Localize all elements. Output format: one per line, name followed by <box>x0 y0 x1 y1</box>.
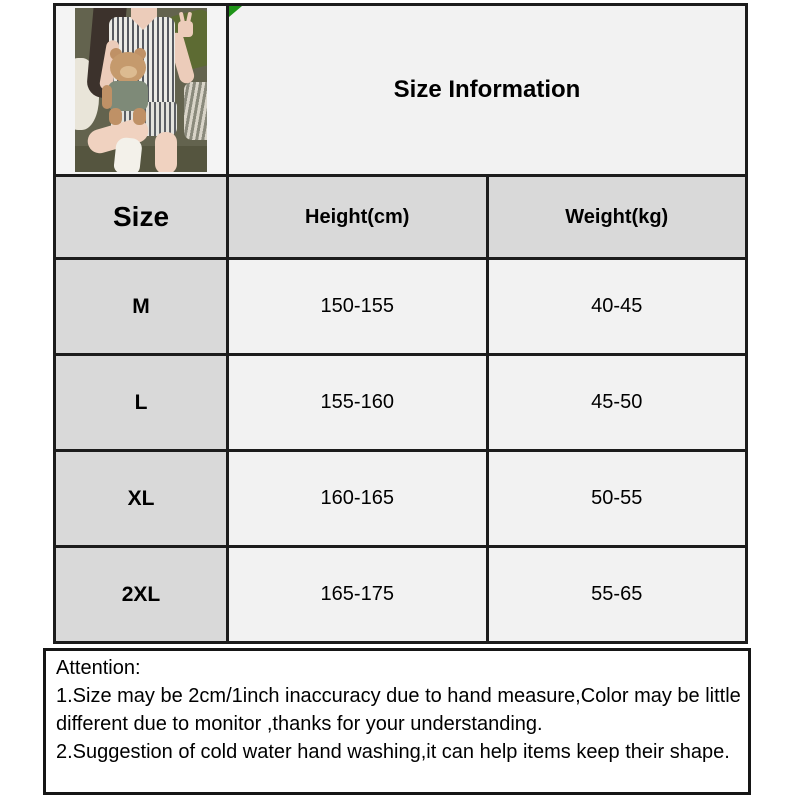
size-label: XL <box>55 451 228 547</box>
white-sock <box>113 137 143 172</box>
product-photo-cell <box>55 5 228 176</box>
teddy-bear-leg <box>133 108 146 125</box>
weight-value: 45-50 <box>487 355 747 451</box>
table-row <box>55 451 747 547</box>
column-header-size: Size <box>55 176 228 259</box>
height-value: 150-155 <box>228 259 488 355</box>
table-row <box>55 355 747 451</box>
teddy-bear-muzzle <box>120 66 137 78</box>
page-title: Size Information <box>393 76 581 103</box>
height-value: 160-165 <box>228 451 488 547</box>
table-row <box>55 547 747 643</box>
teddy-bear-arm <box>102 85 112 109</box>
product-photo <box>75 8 207 172</box>
striped-pillow <box>184 82 207 140</box>
size-table <box>53 3 748 644</box>
model-leg <box>155 132 177 172</box>
top-row <box>55 5 747 176</box>
green-corner-flag-icon <box>229 6 242 17</box>
size-label: 2XL <box>55 547 228 643</box>
teddy-bear-leg <box>109 108 122 125</box>
size-information-header-cell <box>228 5 747 176</box>
weight-value: 40-45 <box>487 259 747 355</box>
weight-value: 55-65 <box>487 547 747 643</box>
height-value: 165-175 <box>228 547 488 643</box>
attention-note-1: 1.Size may be 2cm/1inch inaccuracy due to hand measure,Color may be little <box>56 685 741 707</box>
weight-value: 50-55 <box>487 451 747 547</box>
column-header-weight: Weight(kg) <box>487 176 747 259</box>
size-label: L <box>55 355 228 451</box>
table-header-row <box>55 176 747 259</box>
attention-box <box>43 648 751 795</box>
column-header-height: Height(cm) <box>228 176 488 259</box>
height-value: 155-160 <box>228 355 488 451</box>
table-row <box>55 259 747 355</box>
attention-title: Attention: <box>56 657 141 679</box>
size-label: M <box>55 259 228 355</box>
teddy-bear-shirt <box>108 81 148 111</box>
attention-note-1-cont: different due to monitor ,thanks for your understanding. <box>56 713 543 735</box>
peace-sign-hand <box>178 21 193 37</box>
attention-note-2: 2.Suggestion of cold water hand washing,it can help items keep their shape. <box>56 741 730 763</box>
